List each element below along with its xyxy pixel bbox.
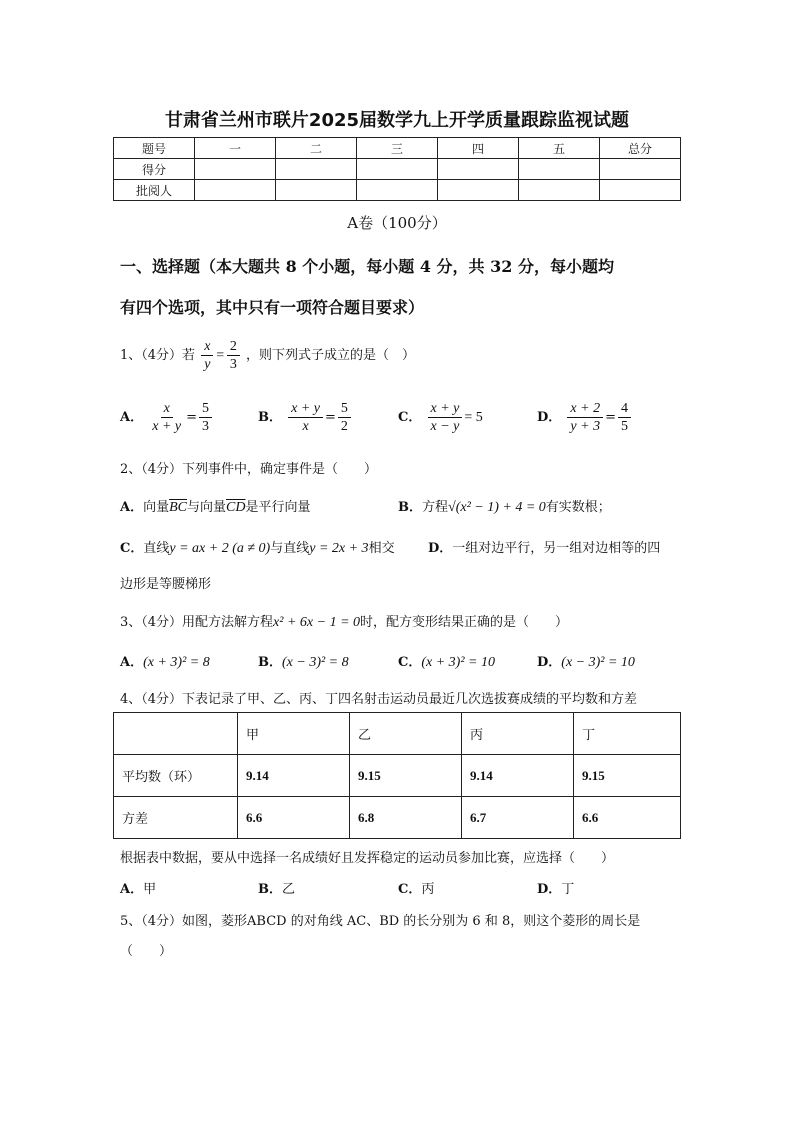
- text: 与向量: [187, 500, 227, 515]
- row-label: 批阅人: [114, 180, 195, 201]
- table-row: [114, 797, 681, 839]
- fraction: [288, 400, 323, 435]
- table-header-cell: 二: [276, 138, 357, 159]
- option-label: B．: [398, 500, 422, 515]
- numerator: x + y: [428, 400, 463, 418]
- numerator: 5: [338, 400, 351, 418]
- table-row: [114, 180, 681, 201]
- vector-bc: $\overline{BC}$: [169, 500, 187, 515]
- score-table: [113, 137, 681, 201]
- denominator: 3: [229, 357, 237, 372]
- table-header-cell: 一: [195, 138, 276, 159]
- score-cell[interactable]: [519, 159, 600, 180]
- numerator: x: [201, 338, 213, 356]
- text: 向量: [143, 500, 170, 515]
- option-label: B．: [258, 882, 282, 897]
- table-cell: 6.7: [462, 797, 574, 839]
- score-cell[interactable]: [438, 159, 519, 180]
- numerator: x: [161, 400, 173, 418]
- q1-fraction-lhs: [201, 338, 213, 373]
- q4-option-b[interactable]: [258, 878, 295, 897]
- option-label: C．: [120, 541, 144, 556]
- q1-option-a[interactable]: A． $\frac{x}{x + y}$ = $\frac{5}{3}$: [120, 400, 214, 435]
- option-text: 丙: [421, 882, 435, 897]
- table-header-cell: 四: [438, 138, 519, 159]
- text: 3、（4分）用配方法解方程: [120, 615, 274, 630]
- text: 时，配方变形结果正确的是（ ）: [360, 615, 569, 630]
- grader-cell[interactable]: [438, 180, 519, 201]
- option-text: 乙: [282, 882, 296, 897]
- equation: √(x² − 1) + 4 = 0: [448, 500, 546, 515]
- text: 直线: [143, 541, 170, 556]
- equation: (x + 3)² = 10: [421, 655, 495, 670]
- score-cell[interactable]: [195, 159, 276, 180]
- table-row: [114, 159, 681, 180]
- table-header-cell: 总分: [600, 138, 681, 159]
- row-label: 得分: [114, 159, 195, 180]
- denominator: 5: [621, 419, 628, 434]
- denominator: x − y: [430, 419, 460, 434]
- fraction: [428, 400, 463, 435]
- option-label: D．: [537, 882, 562, 897]
- numerator: 4: [618, 400, 631, 418]
- option-text: 甲: [143, 882, 157, 897]
- athlete-stats-table: [113, 712, 681, 839]
- table-header-cell: 丙: [462, 713, 574, 755]
- option-label: C．: [398, 655, 422, 670]
- table-cell: 6.8: [350, 797, 462, 839]
- score-cell[interactable]: [357, 159, 438, 180]
- denominator: x + y: [152, 419, 182, 434]
- table-header-cell: [114, 713, 238, 755]
- table-row: [114, 138, 681, 159]
- q3-option-b[interactable]: [258, 651, 349, 671]
- option-label: B．: [258, 410, 282, 425]
- table-cell: 6.6: [574, 797, 681, 839]
- equation: x² + 6x − 1 = 0: [273, 615, 361, 630]
- score-cell[interactable]: [276, 159, 357, 180]
- denominator: y: [204, 357, 211, 372]
- text: 方程: [422, 500, 449, 515]
- table-row: [114, 713, 681, 755]
- table-cell: 9.15: [574, 755, 681, 797]
- table-header-cell: 丁: [574, 713, 681, 755]
- fraction: [338, 400, 351, 435]
- table-cell: 9.15: [350, 755, 462, 797]
- section-heading-line2: 有四个选项，其中只有一项符合题目要求）: [120, 298, 425, 317]
- equation: (x − 3)² = 8: [282, 655, 349, 670]
- q4-option-c[interactable]: [398, 878, 434, 897]
- option-label: A．: [120, 882, 144, 897]
- fraction: [618, 400, 631, 435]
- table-row: [114, 755, 681, 797]
- grader-cell[interactable]: [357, 180, 438, 201]
- text: 有实数根；: [545, 500, 611, 515]
- q3-option-a[interactable]: [120, 651, 210, 671]
- table-cell: 9.14: [462, 755, 574, 797]
- q2-option-b[interactable]: [398, 496, 611, 516]
- q4-option-d[interactable]: [537, 878, 574, 897]
- equation: (x + 3)² = 8: [143, 655, 210, 670]
- table-header-cell: 题号: [114, 138, 195, 159]
- denominator: 2: [340, 419, 348, 434]
- q4-option-a[interactable]: [120, 878, 156, 897]
- fraction: [567, 400, 603, 435]
- text: 相交: [368, 541, 395, 556]
- question-1: [120, 338, 415, 373]
- table-cell: 9.14: [238, 755, 350, 797]
- q4-followup: 根据表中数据，要从中选择一名成绩好且发挥稳定的运动员参加比赛，应选择（ ）: [120, 851, 615, 866]
- numerator: 2: [227, 338, 240, 356]
- grader-cell[interactable]: [195, 180, 276, 201]
- denominator: 3: [202, 419, 210, 434]
- score-cell[interactable]: [600, 159, 681, 180]
- q2-option-d-cont: 边形是等腰梯形: [120, 577, 212, 592]
- q1-prefix: 1、（4分）若: [120, 348, 196, 363]
- q2-option-a[interactable]: [120, 496, 310, 516]
- denominator: y + 3: [570, 419, 601, 434]
- q1-fraction-rhs: [227, 338, 240, 373]
- option-text: 丁: [561, 882, 575, 897]
- q2-option-c[interactable]: [120, 537, 395, 557]
- option-label: A．: [120, 410, 144, 425]
- equation: y = 2x + 3: [309, 541, 369, 556]
- option-label: A．: [120, 655, 144, 670]
- table-header-cell: 乙: [350, 713, 462, 755]
- option-label: D．: [537, 410, 562, 425]
- option-label: C．: [398, 882, 422, 897]
- fraction: [199, 400, 212, 435]
- text: 是平行向量: [245, 500, 311, 515]
- table-header-cell: 三: [357, 138, 438, 159]
- exam-title: 甘肃省兰州市联片2025届数学九上开学质量跟踪监视试题: [164, 110, 630, 131]
- numerator: x + y: [288, 400, 323, 418]
- question-2: 2、（4分）下列事件中，确定事件是（ ）: [120, 462, 378, 477]
- option-label: A．: [120, 500, 144, 515]
- numerator: x + 2: [567, 400, 603, 418]
- text: 一组对边平行，另一组对边相等的四: [452, 541, 661, 556]
- q1-suffix: ，则下列式子成立的是（ ）: [246, 348, 416, 363]
- equals: =: [215, 348, 225, 363]
- option-label: C．: [398, 410, 422, 425]
- grader-cell[interactable]: [519, 180, 600, 201]
- equation: y = ax + 2 (a ≠ 0): [169, 541, 271, 556]
- rhs: = 5: [464, 410, 483, 425]
- option-label: B．: [258, 655, 282, 670]
- equation: (x − 3)² = 10: [561, 655, 635, 670]
- row-label: 方差: [114, 797, 238, 839]
- row-label: 平均数（环）: [114, 755, 238, 797]
- grader-cell[interactable]: [600, 180, 681, 201]
- numerator: 5: [199, 400, 212, 418]
- question-5: 5、（4分）如图，菱形ABCD 的对角线 AC、BD 的长分别为 6 和 8，则这个菱形的周长是: [120, 914, 641, 929]
- q1-option-c[interactable]: [398, 400, 483, 435]
- volume-heading: A卷（100分）: [347, 214, 447, 232]
- text: 与直线: [270, 541, 310, 556]
- denominator: x: [302, 419, 309, 434]
- fraction: [149, 400, 184, 435]
- q1-option-d[interactable]: D． $\frac{x + 2}{y + 3}$ = $\frac{4}{5}$: [537, 400, 633, 435]
- grader-cell[interactable]: [276, 180, 357, 201]
- table-header-cell: 五: [519, 138, 600, 159]
- option-label: D．: [428, 541, 453, 556]
- vector-cd: $\overline{CD}$: [226, 500, 246, 515]
- table-cell: 6.6: [238, 797, 350, 839]
- option-label: D．: [537, 655, 562, 670]
- question-4: 4、（4分）下表记录了甲、乙、丙、丁四名射击运动员最近几次选拔赛成绩的平均数和方差: [120, 692, 638, 707]
- question-5-blank: （ ）: [120, 944, 173, 959]
- table-header-cell: 甲: [238, 713, 350, 755]
- q3-option-d[interactable]: [537, 651, 635, 671]
- question-3: [120, 611, 568, 631]
- q3-option-c[interactable]: [398, 651, 495, 671]
- q2-option-d[interactable]: [428, 537, 660, 556]
- section-heading-line1: 一、选择题（本大题共 8 个小题，每小题 4 分，共 32 分，每小题均: [120, 257, 614, 276]
- q1-option-b[interactable]: B． $\frac{x + y}{x}$ = $\frac{5}{2}$: [258, 400, 353, 435]
